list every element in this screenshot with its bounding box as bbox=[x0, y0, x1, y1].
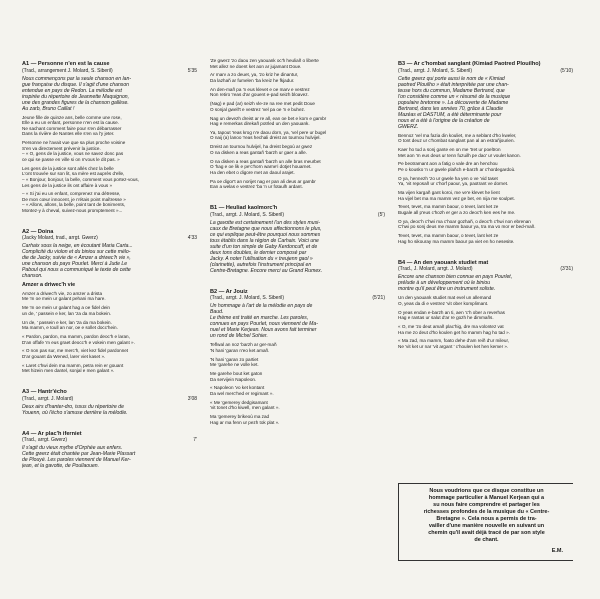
lyric-line: « O non pas sur, me merc'h, viet kez fidel pardonnet bbox=[22, 348, 129, 354]
lyric-line: Met hizein men dantel, sonjal e men galant ». bbox=[22, 368, 115, 374]
credit-text: (Trad., J. Molard, arrgt. J. Molard) bbox=[398, 266, 473, 273]
lyric-line: Bennoz 'vel ma fazia din kouliet, me a seblant d'ho kweler, bbox=[398, 132, 517, 138]
lyric-line: O sonjal gwell't e vestrez 'vel pa oe 'n e buhez. bbox=[210, 106, 306, 112]
lyric-line: Kaer ho tud a sonj gante en on me 'tret ur poeltron bbox=[398, 146, 501, 152]
lyric-line: Nag un devezh dreist ar re all, ean oe bet e kom e gambr bbox=[210, 115, 327, 121]
lyrics-stanza bbox=[398, 161, 573, 172]
description-line: Nous commençons par la seule chanson en lan- bbox=[22, 75, 132, 82]
lyric-line: Teflwal an noz 'barzh ar ger-mañ bbox=[210, 342, 277, 348]
lyric-line: An den-mañ pa 'n eus klevet e oe marv e vestrez bbox=[210, 86, 310, 92]
track-description bbox=[210, 303, 385, 339]
lyric-line: – « O, gens de la justice, vous ne savez donc pas bbox=[22, 151, 124, 157]
lyric-line: 'vit tonet d'ho kiwell, men galant ». bbox=[210, 405, 280, 411]
lyrics-stanza bbox=[210, 179, 385, 190]
lyric-line: O yeas endan e-barzh an ti, aen 'c'h ober a reverhas bbox=[398, 309, 505, 315]
lyrics-stanza bbox=[210, 357, 385, 368]
lyric-line: « Laret c'hwi dein ma mamm, petra rein er gouant bbox=[22, 362, 124, 368]
lyric-line: Hag ar ma fenn ur pezh tok plat ». bbox=[210, 419, 280, 425]
description-line: nuel et Marie Kerjean. Nous avons fait terminer bbox=[210, 327, 317, 334]
description-line: caux de Bretagne que nous affectionnons le plus, bbox=[210, 225, 322, 232]
lyric-line: Elle a eu un enfant, personne n'en est la cause. bbox=[22, 120, 119, 126]
description-line: inspirée du répertoire de Jeannette Maquignon, bbox=[22, 93, 130, 100]
lyrics-stanza bbox=[22, 191, 197, 213]
track-title: B4 — An den yaouank studiet mat bbox=[398, 259, 489, 266]
description-line: Bertrand, dans les années 70, grâce à Claudie bbox=[398, 105, 504, 112]
description-line: montre qu'il peut être un instrument soliste. bbox=[398, 286, 496, 293]
lyric-line: Da lazhañ ar fumelen 'ba kreiz he fkjadur. bbox=[210, 77, 295, 83]
lyric-line: Hag e rantas ur salut d'ar re gozh he dimmañs. bbox=[398, 315, 494, 321]
lyrics-stanza bbox=[22, 166, 197, 188]
lyric-line: Ma mamm, e toull an nor, oe e sollet docc'hein. bbox=[22, 325, 118, 331]
column-2 bbox=[210, 58, 385, 590]
lyrics-stanza bbox=[210, 400, 385, 411]
lyrics-stanza bbox=[22, 305, 197, 316]
track-title: A1 — Personne n'en est la cause bbox=[22, 61, 110, 67]
lyrics-stanza bbox=[210, 342, 385, 353]
description-line: tous établis dans la région de Carhaix. Voici une bbox=[210, 237, 319, 244]
lyric-line: Non retiro 'reas d'ar gouent e-pad seizh bloavez. bbox=[210, 92, 309, 98]
lyric-line: Ha vijel bet ma ma mamm vez ge bet, en nija me soulpet. bbox=[398, 195, 515, 201]
description-line: gue française du disque. Il s'agit d'une chanson bbox=[22, 81, 130, 88]
track-title: A3 — Hantr'écho bbox=[22, 389, 67, 396]
lyric-line: O ya, deoc'h c'hwi ma c'hoar gozhañ, o deoc'h c'hwi non ebrenan bbox=[398, 218, 531, 224]
description-line: l'on considère comme un « résumé de la musique bbox=[398, 93, 511, 100]
description-line: ce qui explique peut-être pourquoi nous sommes bbox=[210, 231, 321, 238]
description-line: chanson. bbox=[22, 273, 43, 280]
track-credit bbox=[22, 396, 197, 402]
track-description bbox=[22, 404, 197, 416]
lyric-line: « Ma zad, ma mamm, foato dehe d'am reiñ d'ur mileur, bbox=[398, 338, 510, 344]
lyric-line: Jeune fille de quinze ans, belle comme une rose, bbox=[22, 114, 122, 120]
description-line: suite d'un ton simple de Gaby Kerdoncuff, et de bbox=[210, 243, 318, 250]
track-description bbox=[22, 243, 197, 279]
lyric-line: Amzer a driwec'h vie, zo amzer a drista bbox=[22, 290, 103, 296]
lyrics-stanza bbox=[398, 295, 573, 306]
lyrics-stanza bbox=[210, 101, 385, 112]
description-line: Baud. bbox=[210, 309, 224, 316]
track-duration: 7' bbox=[193, 437, 197, 444]
description-line: teuse hors du commun, Madame Bertrand, que bbox=[398, 87, 505, 94]
description-line: Un hommage à l'art de la mélodie en pays de bbox=[210, 303, 313, 310]
description-line: paotred Plouilho » était interprétée par une chan- bbox=[398, 81, 509, 88]
track-description bbox=[398, 76, 573, 130]
lyric-line: Ean a welas e vestrez 'ba 'n ur fotaulh ardant. bbox=[210, 184, 303, 190]
description-line: Centre-Bretagne. Encore merci au Grand Rumex. bbox=[210, 267, 323, 274]
dedication-line: vailler d'une manière nouvelle en suivant un bbox=[428, 523, 545, 529]
lyric-line: Ne sachant comment faire pour s'en débarrasser bbox=[22, 125, 122, 131]
signature: E.M. bbox=[551, 548, 563, 554]
track-credit bbox=[22, 235, 197, 241]
lyric-line: Da wel merc'hed er regimant ». bbox=[210, 390, 274, 396]
description-line: Complicité du violon et du biniou sur cette mélo- bbox=[22, 249, 131, 256]
track-credit bbox=[210, 295, 385, 301]
lyrics-stanza bbox=[398, 176, 573, 187]
description-line: une des grandes figures de la chanson gallèse. bbox=[22, 99, 129, 106]
lyric-line: O na disken a reas gantañ 'barzh un alle bras meurbet bbox=[210, 158, 321, 164]
track-duration: (5') bbox=[377, 211, 385, 218]
lyric-line: 'N hani 'garan n'eo ket amañ. bbox=[210, 347, 270, 353]
track-credit bbox=[210, 212, 385, 218]
lyric-line: De mon cœur innocent, je n'étais point maîtresse » bbox=[22, 196, 126, 202]
track-description bbox=[210, 220, 385, 274]
lyric-line: – « Bonjour, bonjour, la belle, comment vous portez-vous, bbox=[22, 176, 139, 182]
description-line: nous et a été à l'origine de la création de bbox=[398, 117, 490, 124]
track-title: A4 — Ar plac'h iferniet bbox=[22, 430, 82, 437]
lyric-line: Me 'm oe mein ur galant hag a oe fidel dein bbox=[22, 305, 110, 311]
description-line: prélude à un développement où le biniou bbox=[398, 280, 491, 287]
description-line: Encore une chanson bien connue en pays Pourlet, bbox=[398, 274, 513, 281]
track-description bbox=[22, 76, 197, 112]
description-line: La gavotte est certainement l'un des styles musi- bbox=[210, 219, 320, 226]
lyric-line: L'ont trouvée sur son lit, sa mère est auprès d'elle, bbox=[22, 171, 125, 177]
track-duration: 3'08 bbox=[187, 395, 197, 402]
lyric-line: C'hwi po sonj deus me mamm baour ya, tra ma vo mor er bed-mañ. bbox=[398, 224, 536, 230]
dedication-line: Nous voudrions que ce disque constitue un bbox=[429, 488, 544, 494]
lyric-line: Ha den ebet o digore met an daoul arajet. bbox=[210, 169, 295, 175]
liner-notes-page bbox=[22, 58, 580, 590]
track-description bbox=[398, 274, 573, 292]
lyrics-stanza bbox=[398, 324, 573, 335]
lyrics-stanza bbox=[398, 147, 573, 158]
lyrics-stanza bbox=[398, 310, 573, 321]
lyric-line: « O, me 'zo deut amañ plac'hig, dre ma volontez vat bbox=[398, 323, 504, 329]
song-subtitle: Amzer a driwec'h vie bbox=[22, 282, 76, 289]
credit-text: (Trad., arrgt. J. Molard, S. Siberil) bbox=[210, 295, 284, 302]
lyrics-stanza bbox=[398, 233, 573, 244]
lyric-line: S'en va directement prévenir la justice. bbox=[22, 145, 101, 151]
lyric-line: Da servijein Napoleon. bbox=[210, 376, 257, 382]
lyrics-stanza bbox=[22, 320, 197, 331]
description-line: Il s'agit du vieux mythe d'Orphée aux enfers. bbox=[22, 445, 123, 452]
lyric-line: Tevet, tevet, ma mamm baour, o tevet, lant ket ze bbox=[398, 204, 499, 210]
dedication-line: chemin qu'il avait déjà tracé de par son style bbox=[428, 530, 545, 536]
description-line: Le thème est traité en marche. Les paroles, bbox=[210, 315, 309, 322]
track-description bbox=[22, 445, 197, 469]
lyric-line: ce qui se passe en ville si on n'vous le dit pas. » bbox=[22, 156, 120, 162]
lyric-line: Un de, ' passein e ker, lan 'za da ma bokein. bbox=[22, 319, 112, 325]
column-3 bbox=[398, 58, 573, 590]
lyric-line: 'Ze gwerz 'zo daou zen yaouank oc'h heuliañ o liberte bbox=[210, 58, 319, 63]
lyric-line: Pe beotramant aon a fatig o vale dre an henchou bbox=[398, 161, 498, 167]
credit-text: (Trad., arrangement J. Molard, S. Siberil) bbox=[22, 67, 113, 74]
track-title: A2 — Doina bbox=[22, 228, 54, 235]
lyric-line: Ar marv a zo deuet, ya, 'zo kriz he dinantur, bbox=[210, 72, 299, 78]
lyric-line: Bugale all p'eus c'hozh er ger a zo deoc'h ken ees he me. bbox=[398, 210, 516, 216]
lyrics-stanza bbox=[22, 140, 197, 162]
lyrics-stanza bbox=[210, 58, 385, 69]
lyric-line: D'an offafe 'm eus graet deocc'h e vokein men galant ». bbox=[22, 339, 135, 345]
spacer bbox=[210, 193, 385, 202]
lyric-line: – « Si j'ai eu un enfant, comprenez ma détresse, bbox=[22, 191, 121, 197]
spacer bbox=[22, 217, 197, 226]
description-line: une chanson du pays Pourlet. Merci à Jude Le bbox=[22, 261, 128, 268]
spacer bbox=[22, 419, 197, 428]
track-duration: 5'35 bbox=[187, 67, 197, 74]
lyrics-stanza bbox=[22, 334, 197, 345]
lyrics-stanza bbox=[210, 116, 385, 127]
lyric-line: Me 'm oe mein ur galant pehani ma hare. bbox=[22, 296, 106, 302]
description-line: un rond de Michel Sohier. bbox=[210, 333, 268, 340]
track-duration: (3'31) bbox=[560, 266, 573, 273]
dedication-line: richesses profondes de la musique du « Centre- bbox=[423, 509, 550, 515]
lyrics-stanza bbox=[398, 219, 573, 230]
description-line: Carhaix sous la neige, en écoutant Maria Carta... bbox=[22, 243, 133, 250]
description-line: die de Jacky, suivie de « Amzer a driwec'h vie », bbox=[22, 255, 131, 262]
spacer bbox=[210, 277, 385, 286]
dedication-box bbox=[398, 483, 573, 561]
description-line: Youenn, où l'écho s'amuse derrière la mélodie. bbox=[22, 409, 128, 416]
lyric-line: Les gens de la justice ils ont affaire à vous » bbox=[22, 182, 113, 188]
description-line: deux tons doubles, le dernier composé par bbox=[210, 249, 307, 256]
lyric-line: Hag ho sikouray ma mamm baour pa viet en ho nesesite. bbox=[398, 238, 515, 244]
lyric-line: Pe o kousko 'n ur gwele plañch e-barzh ar c'hordegardoù. bbox=[398, 166, 516, 172]
lyric-line: Ya, 'vit reposañ ur c'horf paour, ya, paotrant ve dornet. bbox=[398, 181, 509, 187]
dedication-line: su nous faire comprendre et partager les bbox=[433, 502, 540, 508]
lyrics-stanza bbox=[210, 159, 385, 176]
description-line: GWERZ. bbox=[398, 123, 419, 130]
description-line: Jacky. A noter l'utilisation du « treujenn gaol » bbox=[210, 255, 313, 262]
lyric-line: 'N hani 'garan zo partiet bbox=[210, 356, 259, 362]
lyric-line: Met aon 'm eus deus ur tenn fuzuilh pe dao' ur voulet kanon. bbox=[398, 152, 521, 158]
lyric-line: O ya, hennezh 'zo ur gwele ha yen o ve 'vid taset bbox=[398, 175, 498, 181]
lyrics-stanza bbox=[210, 371, 385, 382]
track-credit bbox=[398, 266, 573, 272]
lyrics-stanza bbox=[210, 130, 385, 141]
lyric-line: O naij (a) lanoo 'reas hechali dreist an tournou hulvijel. bbox=[210, 135, 321, 141]
description-line: Mazéas et DASTUM, a été déterminante pour bbox=[398, 111, 502, 118]
lyrics-stanza bbox=[22, 291, 197, 302]
spacer bbox=[22, 377, 197, 386]
lyric-line: O, yeas da di e vestrez 'vit ober komplimant. bbox=[398, 300, 489, 306]
track-credit bbox=[398, 68, 573, 74]
track-title: B3 — Ar c'hombat sanglant (Kimiad Paotred Plouilho) bbox=[398, 61, 541, 67]
lyric-line: Montez-y à cheval, suivez-nous promptement »... bbox=[22, 208, 123, 214]
lyrics-stanza bbox=[398, 204, 573, 215]
description-line: Cette gwerz était chantée par Jean-Marie Plassart bbox=[22, 451, 136, 458]
lyric-line: O na disken a reas gantañ 'barzh ur gaer a alle. bbox=[210, 149, 307, 155]
dedication-line: hommage particulier à Manuel Kerjean qui a bbox=[428, 495, 545, 501]
description-line: entendue en pays de Redon. La mélodie est bbox=[22, 87, 122, 94]
dedication-line: de chant. bbox=[474, 537, 499, 543]
lyric-line: « Pardon, pardon, ma mamm, pardon deoc'h e laran, bbox=[22, 333, 130, 339]
description-line: (clarinette), autrefois l'instrument principal en bbox=[210, 261, 312, 268]
lyric-line: Me 'garehe ne volle ket. bbox=[210, 362, 259, 368]
track-credit bbox=[22, 68, 197, 74]
lyric-line: Les gens de la justice sont allés chez la belle bbox=[22, 165, 114, 171]
lyrics-stanza bbox=[398, 190, 573, 201]
credit-text: (Trad., arrgt. J. Molard) bbox=[22, 395, 74, 402]
description-line: de Plouyé. Les paroles viennent de Manuel Ker- bbox=[22, 457, 131, 464]
lyrics-stanza bbox=[210, 144, 385, 155]
lyric-line: Ya, tapout 'reas krog n'e daou dorn, ya, 'vel pere ur bugel bbox=[210, 129, 327, 135]
track-duration: 4'33 bbox=[187, 235, 197, 242]
credit-text: (Trad., arrgt. J. Molard, S. Siberil) bbox=[210, 211, 284, 218]
track-credit bbox=[22, 437, 197, 443]
lyric-line: Ma 'gemerey brikeoù ma zad bbox=[210, 414, 270, 420]
lyric-line: Hag e remerkas direkañ potrled un den yaouank. bbox=[210, 121, 310, 127]
lyric-line: (Nag) e pad (ar) seizh vle-ze na ree met pedit Doue bbox=[210, 101, 315, 107]
track-duration: (5'10) bbox=[560, 67, 573, 74]
lyric-line: Met allez ne doent ket aon ar jujamant Doue. bbox=[210, 63, 302, 69]
lyrics-stanza bbox=[22, 348, 197, 359]
credit-text: (Trad., arrgt. Gwerz) bbox=[22, 437, 68, 444]
lyric-line: Dans la rivière de Nantes elle s'en va l'y jeter. bbox=[22, 131, 115, 137]
lyric-line: Ne 'vit ket ur nar 'vit argant ' c'houlen ket hen kemer ». bbox=[398, 343, 509, 349]
description-line: Paboul qui nous a communiqué le texte de cette bbox=[22, 267, 131, 274]
lyric-line: « Me 'gemerey dedgisamant bbox=[210, 399, 268, 405]
track-title: B2 — Ar Jouiz bbox=[210, 288, 248, 295]
lyric-line: Me garehe bout ket gaton bbox=[210, 370, 263, 376]
lyrics-stanza bbox=[210, 72, 385, 83]
description-line: populaire bretonne ». La découverte de Madame bbox=[398, 99, 509, 106]
description-line: Au zarb, Bruno Caillat ! bbox=[22, 105, 75, 112]
lyric-line: Dreist an tournou hulvijel, ha dreist begoù ar gwez bbox=[210, 144, 313, 150]
credit-text: (Trad., arrgt. J. Molard, S. Siberil) bbox=[398, 67, 472, 74]
description-line: Cette gwerz qui porte aussi le nom de « Kimiad bbox=[398, 75, 505, 82]
description-line: connues en pays Pourlet, nous viennent de Ma- bbox=[210, 321, 318, 328]
lyric-line: Personne ne l'avait vue que sa plus proche voisine bbox=[22, 140, 126, 146]
lyric-line: Un den yaouank studiet mat evel un allemand bbox=[398, 295, 492, 301]
credit-text: (Jacky Molard, trad., arrgt. Gwerz) bbox=[22, 235, 98, 242]
spacer bbox=[398, 248, 573, 257]
lyric-line: un de, ' passein e ker, lan 'za da ma bokein. bbox=[22, 310, 112, 316]
lyrics-stanza bbox=[210, 414, 385, 425]
track-duration: (5'21) bbox=[372, 295, 385, 302]
lyrics-stanza bbox=[22, 363, 197, 374]
lyrics-stanza bbox=[210, 385, 385, 396]
lyric-line: Ha me zo deut d'ho koulen get ho mamm hag ho tad ». bbox=[398, 329, 510, 335]
lyric-line: Ma vijen kargañ gant koroi, me ve'e klevet he lient bbox=[398, 190, 500, 196]
track-title: B1 — Heuliad kaolmorc'h bbox=[210, 204, 278, 211]
lyric-line: D'ar gouant da Wened, larer viet kaset ». bbox=[22, 353, 106, 359]
lyric-line: O tont deuz ur c'hombat sanglant pan al an estrañjourien. bbox=[398, 138, 515, 144]
column-1 bbox=[22, 58, 197, 590]
lyric-line: « Napoleon 'vo ket kontant bbox=[210, 385, 265, 391]
lyric-line: – « Allons, allons, la belle, point tant de boniments, bbox=[22, 202, 126, 208]
lyrics-stanza bbox=[22, 115, 197, 137]
description-line: Deux airs d'hanter-dro, issus du répertoire de bbox=[22, 403, 124, 410]
lyrics-stanza bbox=[210, 87, 385, 98]
lyric-line: Tevet, tevet, ma mamm baour, o tevet, lant ket ze bbox=[398, 233, 499, 239]
lyrics-stanza bbox=[398, 338, 573, 349]
description-line: jean, et la gavotte, de Poullaouen. bbox=[22, 463, 100, 470]
lyric-line: Pa oe digor't an norijet nag er pan ali deus ar gambr bbox=[210, 178, 316, 184]
lyrics-stanza bbox=[398, 133, 573, 144]
dedication-line: Bretagne ». Cela nous a permis de tra- bbox=[436, 516, 537, 522]
lyric-line: O 'hag e oe lik e pe'c'horn warne'i dotjet houarnet. bbox=[210, 164, 312, 170]
